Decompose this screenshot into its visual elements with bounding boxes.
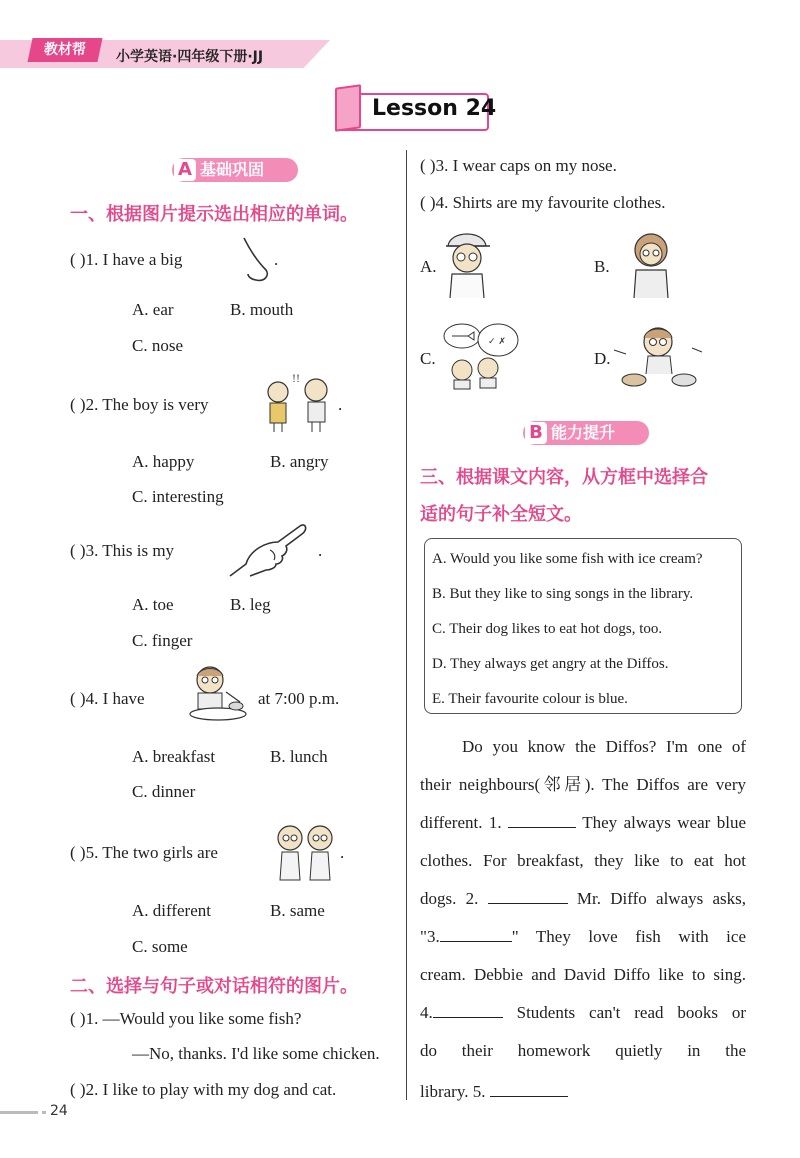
passage-line-6: "3. " They love fish with ice	[420, 927, 746, 946]
passage-line-8: 4. Students can't read books or	[420, 1003, 747, 1022]
column-divider	[406, 150, 407, 1100]
q3-end: .	[318, 541, 323, 560]
blank-1[interactable]	[508, 811, 576, 828]
option-d: D. They always get angry at the Diffos.	[432, 656, 669, 672]
option-b: B. But they like to sing songs in the library.	[432, 586, 694, 602]
passage-line-2: their neighbours(邻居). The Diffos are very	[420, 775, 746, 794]
q4-opt-a: A. breakfast	[132, 747, 216, 766]
passage-line-4: clothes. For breakfast, they like to eat hot	[420, 851, 746, 870]
part3-heading-1: 三、根据课文内容，从方框中选择合	[420, 467, 708, 488]
passage-line-9: do their homework quietly in the	[420, 1041, 746, 1060]
q5-opt-b: B. same	[270, 901, 325, 920]
page-bar	[0, 1111, 38, 1114]
header-tag: 教材帮	[27, 38, 102, 62]
blank-4[interactable]	[433, 1001, 503, 1018]
svg-text:✓ ✗: ✓ ✗	[488, 337, 506, 347]
q1-opt-c: C. nose	[132, 336, 183, 355]
nose-icon	[236, 236, 272, 286]
pointing-finger-icon	[226, 520, 308, 580]
q3-opt-a: A. toe	[132, 595, 174, 614]
q2-text: ( )2. The boy is very	[70, 395, 209, 414]
p2-q1-b: —No, thanks. I'd like some chicken.	[132, 1044, 380, 1063]
passage-line-7: cream. Debbie and David Diffo like to sing.	[420, 965, 746, 984]
option-e: E. Their favourite colour is blue.	[432, 691, 628, 707]
p2-q4: ( )4. Shirts are my favourite clothes.	[420, 193, 666, 212]
page-number: 24	[50, 1103, 68, 1119]
passage-line-10: library. 5.	[420, 1080, 568, 1102]
part1-heading: 一、根据图片提示选出相应的单词。	[70, 204, 358, 225]
passage-line-1: Do you know the Diffos? I'm one of	[462, 737, 746, 756]
q2-end: .	[338, 395, 343, 414]
q1-opt-b: B. mouth	[230, 300, 294, 319]
blank-2[interactable]	[488, 887, 568, 904]
option-a: A. Would you like some fish with ice cream?	[432, 551, 703, 567]
q4-end: at 7:00 p.m.	[258, 689, 340, 708]
section-a-badge	[172, 158, 298, 182]
q2-opt-b: B. angry	[270, 452, 329, 471]
angry-kids-picture	[258, 370, 338, 434]
section-b-badge	[523, 421, 649, 445]
header-title: 小学英语·四年级下册·JJ	[116, 49, 264, 65]
lesson-title: Lesson 24	[372, 96, 497, 121]
q3-opt-c: C. finger	[132, 631, 193, 650]
blank-5[interactable]	[490, 1080, 568, 1097]
q1-opt-a: A. ear	[132, 300, 174, 319]
page-bar-dot	[42, 1111, 46, 1114]
q3-text: ( )3. This is my	[70, 541, 175, 560]
section-a-letter: A	[174, 159, 196, 181]
q3-opt-b: B. leg	[230, 595, 271, 614]
p2-q2: ( )2. I like to play with my dog and cat.	[70, 1080, 337, 1099]
blank-3[interactable]	[440, 925, 512, 942]
part2-heading: 二、选择与句子或对话相符的图片。	[70, 976, 358, 997]
q1-end: .	[274, 250, 279, 269]
q5-text: ( )5. The two girls are	[70, 843, 218, 862]
pic-b-label: B.	[594, 257, 610, 276]
thinking-kids-picture	[440, 318, 520, 390]
pic-c-label: C.	[420, 349, 436, 368]
p2-q3: ( )3. I wear caps on my nose.	[420, 156, 617, 175]
boy-with-pets-picture	[612, 320, 704, 390]
boy-shirt-picture	[628, 228, 674, 300]
passage-line-3: different. 1. They always wear blue	[420, 813, 747, 832]
boy-cap-picture	[440, 228, 494, 300]
q4-opt-c: C. dinner	[132, 782, 196, 801]
q2-opt-a: A. happy	[132, 452, 195, 471]
pic-d-label: D.	[594, 349, 611, 368]
q1-text: ( )1. I have a big	[70, 250, 183, 269]
q5-end: .	[340, 843, 345, 862]
svg-text:!!: !!	[292, 374, 301, 385]
two-girls-picture	[272, 818, 338, 884]
section-b-letter: B	[525, 422, 547, 444]
section-a-label: 基础巩固	[200, 160, 265, 179]
pic-a-label: A.	[420, 257, 437, 276]
eating-boy-picture	[184, 662, 254, 724]
p2-q1-a: ( )1. —Would you like some fish?	[70, 1009, 302, 1028]
q5-opt-c: C. some	[132, 937, 188, 956]
section-b-label: 能力提升	[551, 423, 616, 442]
option-c: C. Their dog likes to eat hot dogs, too.	[432, 621, 663, 637]
passage-line-5: dogs. 2. Mr. Diffo always asks,	[420, 889, 747, 908]
book-icon	[335, 84, 361, 132]
q4-text: ( )4. I have	[70, 689, 145, 708]
part3-heading-2: 适的句子补全短文。	[420, 504, 582, 525]
q4-opt-b: B. lunch	[270, 747, 328, 766]
q5-opt-a: A. different	[132, 901, 211, 920]
q2-opt-c: C. interesting	[132, 487, 224, 506]
